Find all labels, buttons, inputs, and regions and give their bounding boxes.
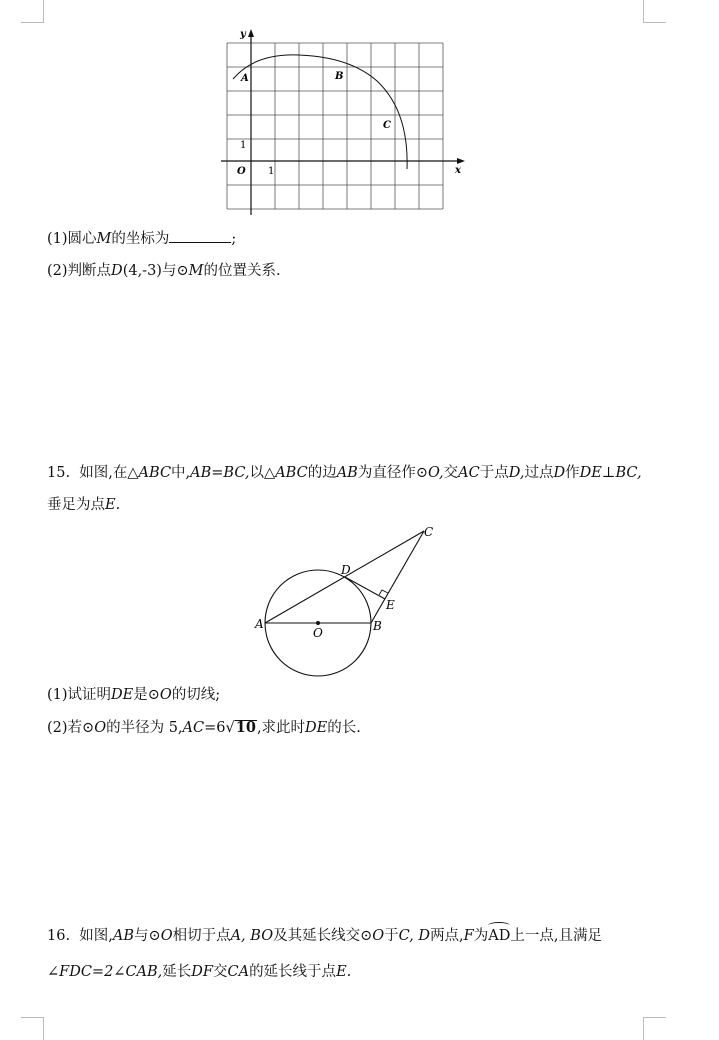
segment-bc (371, 531, 424, 623)
circle-arc (233, 55, 407, 169)
label-d: D (341, 563, 351, 577)
origin-label: O (237, 166, 246, 177)
label-c: C (424, 525, 434, 539)
q15-part2: (2)若⊙O的半径为 5,AC=6√10,求此时DE的长. (47, 719, 361, 736)
x-unit-label: 1 (268, 166, 275, 177)
crop-mark-top-right (643, 0, 666, 23)
grid-figure (215, 25, 475, 215)
crop-mark-bottom-left (21, 1017, 44, 1040)
q14-part2: (2)判断点D(4,-3)与⊙M的位置关系. (47, 263, 281, 279)
arc-ad: AD (488, 928, 511, 944)
label-b: B (373, 619, 382, 633)
circle-triangle-figure (250, 522, 440, 682)
y-axis-arrow (248, 29, 254, 37)
y-axis-label: y (240, 29, 246, 40)
q15-stem-line2: 垂足为点E. (47, 497, 121, 513)
segment-de (345, 577, 385, 599)
x-axis-label: x (455, 165, 461, 176)
segment-ac (265, 531, 424, 623)
x-axis-arrow (457, 158, 465, 164)
point-b-label: B (335, 71, 344, 82)
q15-stem-line1: 15. 如图,在△ABC中,AB=BC,以△ABC的边AB为直径作⊙O,交AC于点D,过点D作DE⊥BC, (47, 465, 642, 481)
answer-blank[interactable] (169, 229, 231, 243)
q16-stem-line2: ∠FDC=2∠CAB,延长DF交CA的延长线于点E. (47, 964, 352, 980)
point-c-label: C (383, 120, 391, 131)
q15-part1: (1)试证明DE是⊙O的切线; (47, 687, 221, 703)
y-unit-label: 1 (240, 140, 247, 151)
label-o: O (313, 626, 323, 640)
sqrt-symbol: √ (225, 720, 235, 736)
center-dot (316, 621, 320, 625)
point-a-label: A (241, 73, 249, 84)
crop-mark-bottom-right (643, 1017, 666, 1040)
q16-stem-line1: 16. 如图,AB与⊙O相切于点A, BO及其延长线交⊙O于C, D两点,F为AD上一点,且满足 (47, 928, 602, 944)
sqrt-radicand: 10 (235, 719, 256, 736)
right-angle-mark (379, 590, 388, 595)
q14-part1: (1)圆心M的坐标为 ; (47, 231, 237, 247)
label-a: A (255, 617, 264, 631)
crop-mark-top-left (21, 0, 44, 23)
label-e: E (386, 598, 395, 612)
